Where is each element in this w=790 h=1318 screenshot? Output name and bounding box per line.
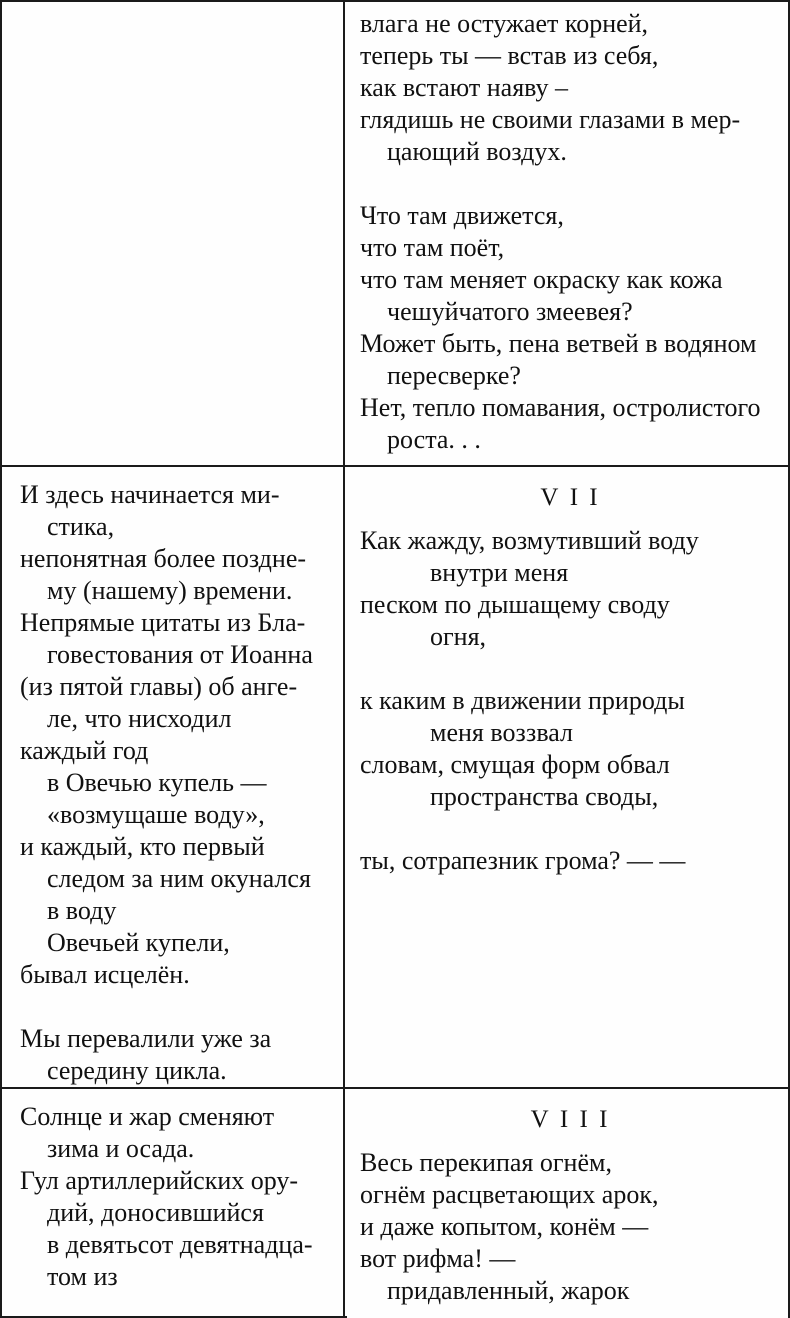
poem-continuation-cell <box>345 2 788 465</box>
commentary-cell-empty <box>2 2 345 465</box>
text-line: как встают наяву – <box>360 73 569 102</box>
text-line: вот рифма! — <box>360 1244 516 1273</box>
text-line: песком по дышащему своду <box>360 590 670 619</box>
commentary-lines <box>20 1101 335 1293</box>
text-line: Может быть, пена ветвей в водяном <box>360 329 757 358</box>
text-line: Непрямые цитаты из Бла- <box>20 608 306 637</box>
text-line: к каким в движении природы <box>360 686 685 715</box>
text-line: теперь ты — встав из себя, <box>360 41 659 70</box>
text-line: роста. . . <box>387 425 481 454</box>
text-line: меня воззвал <box>430 718 573 747</box>
text-line: зима и осада. <box>47 1134 195 1163</box>
poem-viii-cell <box>345 1089 788 1316</box>
text-line: (из пятой главы) об анге- <box>20 672 298 701</box>
text-line: каждый год <box>20 736 149 765</box>
text-line: и даже копытом, конём — <box>360 1212 649 1241</box>
text-line: Как жажду, возмутивший воду <box>360 526 699 555</box>
text-line: непонятная более поздне- <box>20 544 307 573</box>
text-line: глядишь не своими глазами в мер- <box>360 105 741 134</box>
text-line: середину цикла. <box>47 1056 227 1085</box>
commentary-lines <box>20 479 335 1087</box>
text-line: ле, что нисходил <box>47 704 232 733</box>
text-line <box>20 991 335 1023</box>
text-line: в воду <box>47 896 117 925</box>
text-line: в Овечью купель — <box>47 768 267 797</box>
text-line: внутри меня <box>430 558 569 587</box>
text-line <box>360 653 778 685</box>
text-line: Гул артиллерийских ору- <box>20 1166 299 1195</box>
poem-lines <box>360 8 778 456</box>
poem-lines <box>360 525 778 877</box>
commentary-cell <box>2 467 345 1087</box>
poem-lines <box>360 1147 778 1307</box>
commentary-cell <box>2 1089 345 1316</box>
text-line: пересверке? <box>387 361 521 390</box>
text-line: «возмущаше воду», <box>47 800 265 829</box>
text-line: что там меняет окраску как кожа <box>360 265 723 294</box>
text-line: Мы перевалили уже за <box>20 1024 272 1053</box>
text-line: в девятьсот девятнадца- <box>47 1230 313 1259</box>
text-line: дий, доносившийся <box>47 1198 264 1227</box>
text-line: влага не остужает корней, <box>360 9 649 38</box>
text-line: ты, сотрапезник грома? — — <box>360 846 686 875</box>
text-line: И здесь начинается ми- <box>20 480 280 509</box>
text-line <box>360 168 778 200</box>
text-line: Овечьей купели, <box>47 928 230 957</box>
text-line: цающий воздух. <box>387 137 567 166</box>
text-line: му (нашему) времени. <box>47 576 293 605</box>
text-line: Солнце и жар сменяют <box>20 1102 275 1131</box>
text-line: Что там движется, <box>360 201 564 230</box>
poem-number-heading-viii: VIII <box>530 1106 619 1133</box>
text-line: следом за ним окунался <box>47 864 311 893</box>
text-line: чешуйчатого змеевея? <box>387 297 633 326</box>
text-line <box>360 813 778 845</box>
text-line: словам, смущая форм обвал <box>360 750 670 779</box>
text-line: стика, <box>47 512 115 541</box>
table-row-middle <box>2 467 788 1089</box>
poem-number-heading-vii: VII <box>540 484 609 511</box>
text-line: том из <box>47 1262 118 1291</box>
text-line: огня, <box>430 622 487 651</box>
poem-vii-cell <box>345 467 788 1087</box>
text-line: говестования от Иоанна <box>47 640 313 669</box>
text-line: Весь перекипая огнём, <box>360 1148 612 1177</box>
table-row-top <box>2 2 788 467</box>
table-row-bottom <box>2 1089 788 1316</box>
text-line: бывал исцелён. <box>20 960 190 989</box>
text-line: Нет, тепло помавания, остролистого <box>360 393 761 422</box>
text-line: огнём расцветающих арок, <box>360 1180 659 1209</box>
text-line: пространства своды, <box>430 782 659 811</box>
text-line: и каждый, кто первый <box>20 832 265 861</box>
text-line: придавленный, жарок <box>387 1276 630 1305</box>
text-line: что там поёт, <box>360 233 505 262</box>
